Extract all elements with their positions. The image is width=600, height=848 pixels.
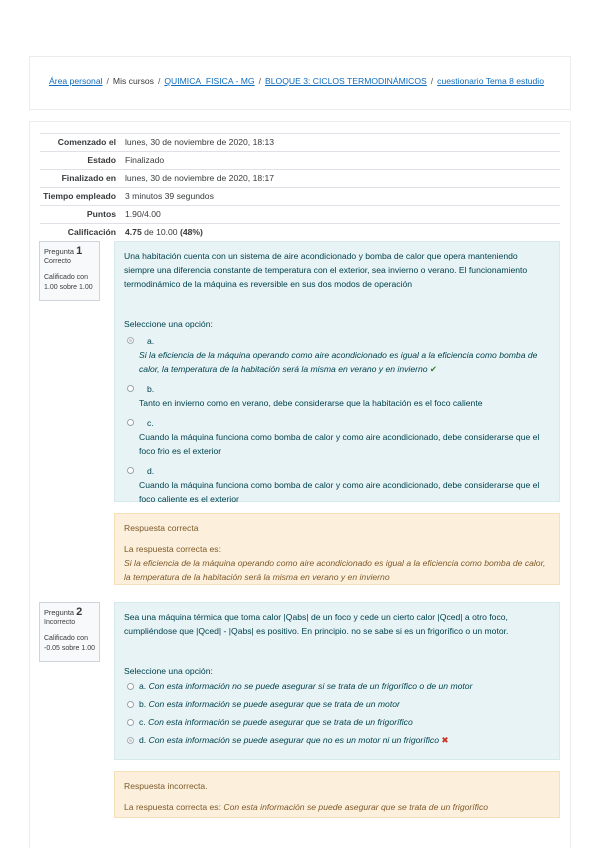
option-text: Con esta información se puede asegurar que se trata de un motor (148, 699, 400, 709)
breadcrumb-my-courses: Mis cursos (112, 76, 154, 86)
feedback-line (124, 800, 550, 814)
radio-button[interactable] (127, 737, 134, 744)
summary-row-finished (40, 170, 560, 188)
question-1-feedback (114, 513, 560, 585)
answer-option-a[interactable] (124, 680, 550, 693)
check-icon: ✔ (429, 364, 438, 374)
feedback-answer: Si la eficiencia de la máquina operando como aire acondicionado es igual a la eficiencia como bomba de calor, la temperatura de la habitación será la misma en verano y en invierno (124, 558, 546, 582)
option-letter: d. (139, 735, 147, 745)
option-text: Con esta información se puede asegurar que no es un motor ni un frigorífico (148, 735, 440, 745)
answer-option-c[interactable] (124, 416, 550, 458)
question-mark: Calificado con 1.00 sobre 1.00 (44, 274, 93, 291)
radio-button[interactable] (127, 701, 134, 708)
question-label: Pregunta (44, 608, 74, 617)
summary-label: Calificación (67, 227, 116, 237)
radio-button[interactable] (127, 419, 134, 426)
question-2-feedback (114, 771, 560, 818)
breadcrumb-separator: / (258, 76, 262, 86)
breadcrumb-card (29, 56, 571, 110)
option-letter: a. (139, 681, 147, 691)
answer-option-d[interactable] (124, 734, 550, 747)
grade-score: 4.75 (125, 227, 142, 237)
feedback-label: La respuesta correcta es: (124, 544, 221, 554)
option-letter: c. (139, 717, 146, 727)
answer-option-d[interactable] (124, 464, 550, 506)
summary-value: lunes, 30 de noviembre de 2020, 18:13 (125, 137, 275, 147)
breadcrumb-separator: / (106, 76, 109, 86)
question-2-content (114, 602, 560, 760)
option-letter: c. (147, 418, 154, 428)
option-letter: a. (147, 336, 155, 346)
feedback-label: La respuesta correcta es: (124, 802, 221, 812)
summary-value: 3 minutos 39 segundos (125, 191, 214, 201)
summary-row-time (40, 188, 560, 206)
option-letter: d. (147, 466, 155, 476)
breadcrumb (49, 76, 544, 86)
radio-button[interactable] (127, 683, 134, 690)
radio-button[interactable] (127, 719, 134, 726)
question-state: Incorrecto (44, 619, 76, 626)
answer-option-b[interactable] (124, 698, 550, 711)
breadcrumb-course-link[interactable]: QUIMICA_FISICA - MG (164, 76, 255, 86)
question-text: Sea una máquina térmica que toma calor |Qabs| de un foco y cede un cierto calor |Qced| a otro foco, cumpliéndose que |Qced| - |Qabs| es positivo. En principio. no se sabe si es un frigorífico o un motor. (124, 612, 509, 636)
breadcrumb-home-link[interactable]: Área personal (49, 76, 103, 86)
answer-option-b[interactable] (124, 382, 550, 410)
summary-value: Finalizado (125, 155, 165, 165)
summary-row-grade (40, 224, 560, 242)
summary-row-state (40, 152, 560, 170)
summary-row-started (40, 134, 560, 152)
cross-icon: ✖ (441, 735, 449, 745)
question-label: Pregunta (44, 247, 74, 256)
radio-button[interactable] (127, 385, 134, 392)
question-number-value: 2 (76, 606, 83, 618)
question-number-value: 1 (76, 245, 83, 257)
attempt-summary-table (40, 133, 560, 241)
radio-button[interactable] (127, 467, 134, 474)
question-1-content (114, 241, 560, 502)
question-prompt: Seleccione una opción: (124, 319, 213, 329)
summary-value: 1.90/4.00 (125, 209, 161, 219)
grade-of: de 10.00 (144, 227, 178, 237)
question-number (44, 246, 95, 257)
option-text: Si la eficiencia de la máquina operando como aire acondicionado es igual a la eficiencia como bomba de calor, la temperatura de la habitación será la misma en verano y en invierno ✔ (139, 350, 538, 374)
summary-value (122, 224, 560, 242)
option-text: Con esta información se puede asegurar que se trata de un frigorífico (148, 717, 413, 727)
option-text: Tanto en invierno como en verano, debe considerarse que la habitación es el foco caliente (139, 398, 483, 408)
option-text: Cuando la máquina funciona como bomba de calor y como aire acondicionado, debe considerarse que el foco caliente es el exterior (139, 480, 540, 504)
breadcrumb-separator: / (157, 76, 161, 86)
option-letter: b. (147, 384, 155, 394)
summary-label: Comenzado el (57, 137, 116, 147)
feedback-title: Respuesta correcta (124, 523, 199, 533)
summary-label: Finalizado en (61, 173, 116, 183)
summary-value: lunes, 30 de noviembre de 2020, 18:17 (125, 173, 275, 183)
question-state: Correcto (44, 258, 71, 265)
option-letter: b. (139, 699, 147, 709)
question-prompt: Seleccione una opción: (124, 666, 213, 676)
summary-label: Tiempo empleado (43, 191, 116, 201)
answer-option-c[interactable] (124, 716, 550, 729)
breadcrumb-section-link[interactable]: BLOQUE 3: CICLOS TERMODINÁMICOS (265, 76, 427, 86)
radio-button[interactable] (127, 337, 134, 344)
question-2-info (39, 602, 100, 662)
feedback-answer: Con esta información se puede asegurar que se trata de un frigorífico (223, 802, 489, 812)
question-text: Una habitación cuenta con un sistema de aire acondicionado y bomba de calor que opera manteniendo siempre una diferencia constante de temperatura con el exterior, sea invierno o verano. El funcionamiento termodinámico de la máquina es reversible en sus dos modos de operación (124, 251, 528, 289)
summary-label: Puntos (86, 209, 116, 219)
breadcrumb-quiz-link[interactable]: cuestionario Tema 8 estudio (437, 76, 544, 86)
answer-option-a[interactable] (124, 334, 550, 376)
question-1-info (39, 241, 100, 301)
question-mark: Calificado con -0.05 sobre 1.00 (44, 635, 95, 652)
question-number (44, 607, 95, 618)
breadcrumb-separator: / (430, 76, 434, 86)
summary-row-points (40, 206, 560, 224)
feedback-title: Respuesta incorrecta. (124, 781, 208, 791)
summary-label: Estado (87, 155, 116, 165)
option-text: Cuando la máquina funciona como bomba de calor y como aire acondicionado, debe considerarse que el foco frio es el exterior (139, 432, 540, 456)
option-text: Con esta información no se puede asegurar si se trata de un frigorífico o de un motor (148, 681, 473, 691)
grade-percent: (48%) (179, 227, 203, 237)
